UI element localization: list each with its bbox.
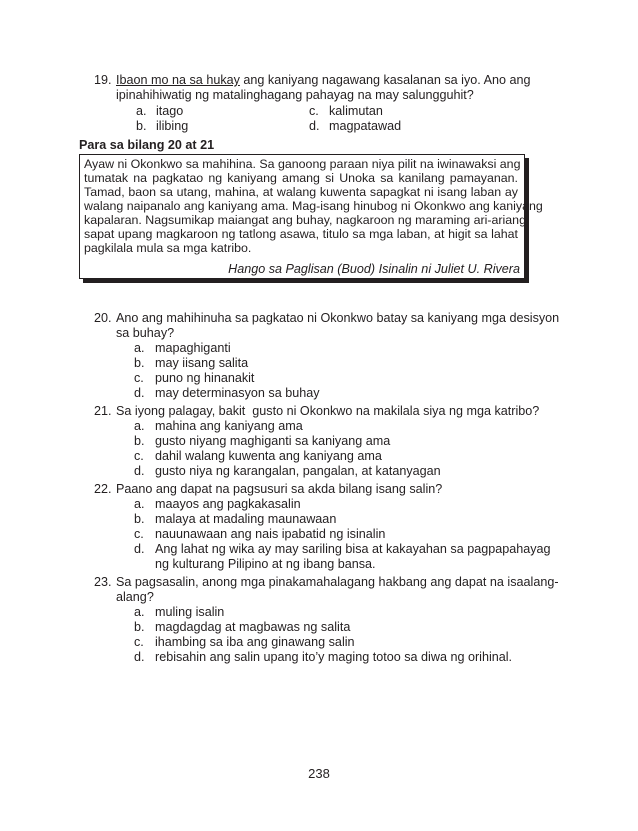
choice-text: gusto niya ng karangalan, pangalan, at katanyagan (155, 464, 441, 478)
choice-letter: c. (134, 527, 144, 541)
choice-letter: c. (134, 635, 144, 649)
page-number: 238 (308, 766, 330, 781)
question-20-line-1: Ano ang mahihinuha sa pagkatao ni Okonkwo batay sa kaniyang mga desisyon (116, 311, 560, 325)
section-heading: Para sa bilang 20 at 21 (79, 138, 215, 152)
choice-letter: d. (134, 650, 145, 664)
choice-letter: d. (134, 464, 145, 478)
choice-letter: a. (134, 341, 145, 355)
choice-letter: b. (134, 434, 145, 448)
choice-letter: a. (136, 104, 147, 118)
choice-text: magdagdag at magbawas ng salita (155, 620, 351, 634)
underlined-phrase: Ibaon mo na sa hukay (116, 73, 240, 87)
choice-letter: c. (134, 371, 144, 385)
question-number: 22. (94, 482, 112, 496)
question-number: 23. (94, 575, 112, 589)
question-23-line-1: Sa pagsasalin, anong mga pinakamahalagang hakbang ang dapat na isaalang- (116, 575, 559, 589)
choice-text: muling isalin (155, 605, 225, 619)
question-20-line-2: sa buhay? (116, 326, 175, 340)
question-23-line-2: alang? (116, 590, 154, 604)
passage-line: Ayaw ni Okonkwo sa mahihina. Sa ganoong paraan niya pilit na iwinawaksi ang (84, 157, 521, 171)
choice-letter: d. (134, 386, 145, 400)
choice-text-continued: ng kulturang Pilipino at ng ibang bansa. (155, 557, 376, 571)
choice-letter: d. (134, 542, 145, 556)
passage-line: tumatak na pagkatao ng kaniyang amang si Unoka sa kanilang pamayanan. (84, 171, 518, 185)
choice-letter: b. (136, 119, 147, 133)
choice-text: ilibing (156, 119, 189, 133)
choice-text: mahina ang kaniyang ama (155, 419, 303, 433)
choice-text: kalimutan (329, 104, 383, 118)
question-21-line-1: Sa iyong palagay, bakit gusto ni Okonkwo na makilala siya ng mga katribo? (116, 404, 540, 418)
choice-letter: c. (134, 449, 144, 463)
choice-letter: d. (309, 119, 320, 133)
passage-line: sapat upang magkaroon ng tatlong asawa, titulo sa mga laban, at higit sa lahat (84, 227, 518, 241)
choice-letter: a. (134, 497, 145, 511)
choice-text: mapaghiganti (155, 341, 231, 355)
choice-text: magpatawad (329, 119, 402, 133)
question-number: 19. (94, 73, 112, 87)
passage-line: walang naipanalo ang kaniyang ama. Mag-isang hinubog ni Okonkwo ang kaniyang (84, 199, 543, 213)
choice-text: gusto niyang maghiganti sa kaniyang ama (155, 434, 391, 448)
question-19-line-1: Ibaon mo na sa hukay ang kaniyang nagawang kasalanan sa iyo. Ano ang (116, 73, 531, 87)
choice-text: puno ng hinanakit (155, 371, 255, 385)
choice-letter: b. (134, 620, 145, 634)
choice-text: may determinasyon sa buhay (155, 386, 320, 400)
question-19-line-2: ipinahihiwatig ng matalinghagang pahayag na may salungguhit? (116, 88, 474, 102)
passage-line: pagkilala mula sa mga katribo. (84, 241, 252, 255)
choice-text: ihambing sa iba ang ginawang salin (155, 635, 355, 649)
choice-letter: b. (134, 512, 145, 526)
choice-letter: a. (134, 419, 145, 433)
choice-letter: c. (309, 104, 319, 118)
choice-text: maayos ang pagkakasalin (155, 497, 301, 511)
choice-text: itago (156, 104, 184, 118)
choice-letter: b. (134, 356, 145, 370)
passage-source: Hango sa Paglisan (Buod) Isinalin ni Juliet U. Rivera (228, 262, 520, 276)
choice-text: may iisang salita (155, 356, 249, 370)
choice-text: dahil walang kuwenta ang kaniyang ama (155, 449, 382, 463)
choice-letter: a. (134, 605, 145, 619)
choice-text: rebisahin ang salin upang ito’y maging totoo sa diwa ng orihinal. (155, 650, 513, 664)
question-22-line-1: Paano ang dapat na pagsusuri sa akda bilang isang salin? (116, 482, 443, 496)
passage-line: Tamad, baon sa utang, mahina, at walang kuwenta sapagkat ni isang laban ay (84, 185, 518, 199)
choice-text: Ang lahat ng wika ay may sariling bisa at kakayahan sa pagpapahayag (155, 542, 551, 556)
question-number: 20. (94, 311, 112, 325)
choice-text: nauunawaan ang nais ipabatid ng isinalin (155, 527, 386, 541)
question-number: 21. (94, 404, 112, 418)
passage-line: kapalaran. Nagsumikap maiangat ang buhay, nagkaroon ng maraming ari-ariang (84, 213, 526, 227)
choice-text: malaya at madaling maunawaan (155, 512, 337, 526)
